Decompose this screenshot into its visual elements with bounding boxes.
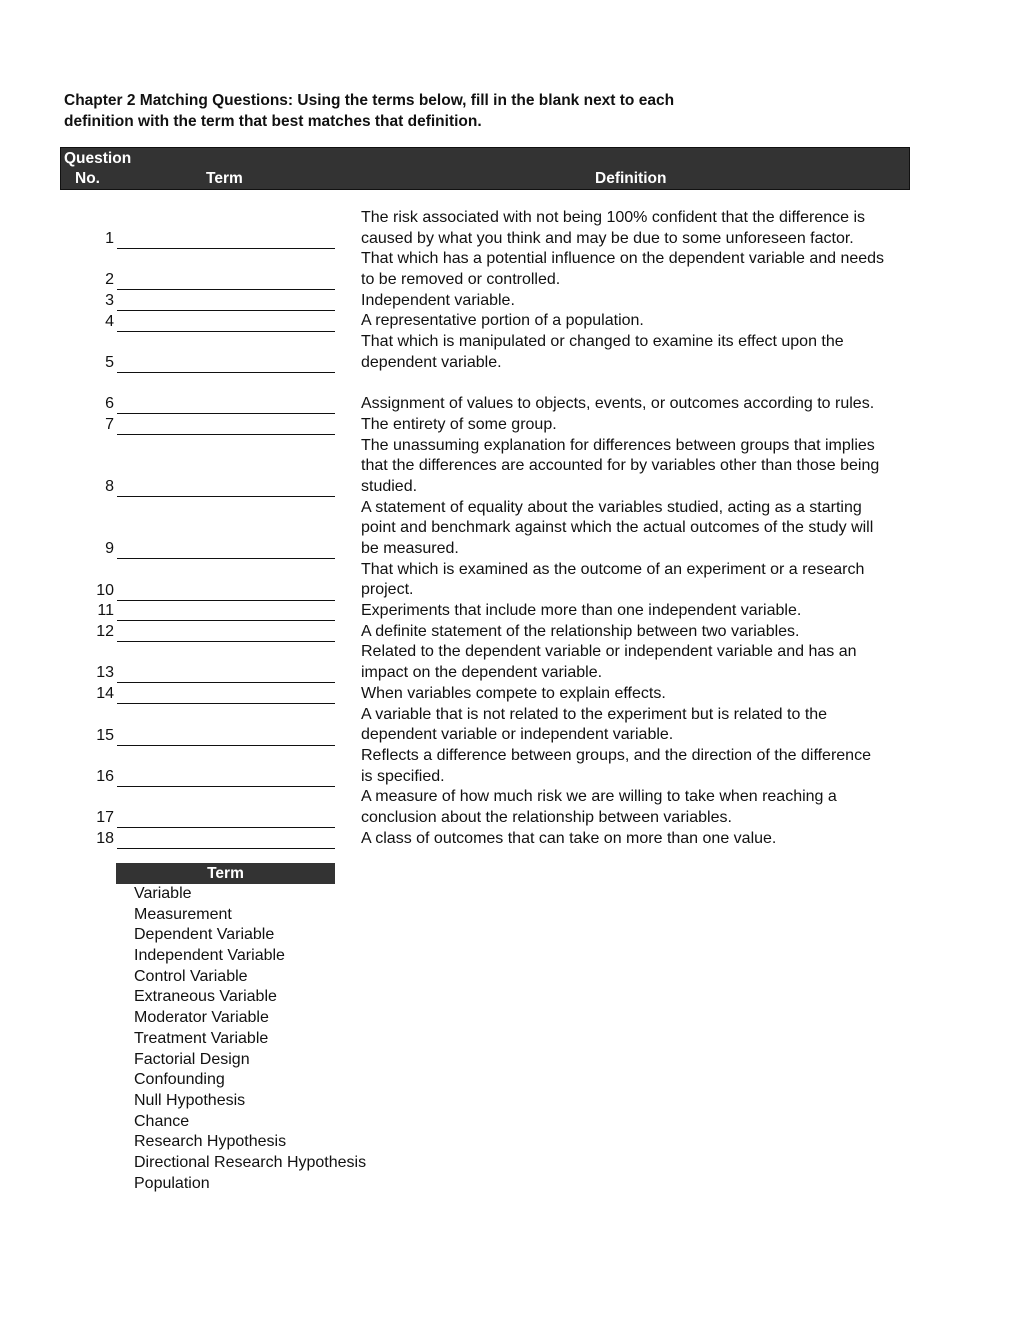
term-bank-item: Moderator Variable [134,1009,269,1027]
answer-blank[interactable] [117,848,335,849]
answer-blank[interactable] [117,703,335,704]
answer-blank[interactable] [117,620,335,621]
header-number-label: No. [75,170,100,187]
definition-item [361,208,911,249]
answer-blank[interactable] [117,786,335,787]
definition-line: When variables compete to explain effects. [361,684,666,702]
question-number: 14 [96,685,114,703]
definition-line: That which has a potential influence on the dependent variable and needs [361,250,885,268]
question-number: 6 [105,395,114,413]
definition-line: Independent variable. [361,291,515,309]
definition-item [361,311,911,332]
answer-blank[interactable] [117,331,335,332]
answer-blank[interactable] [117,289,335,290]
instructions-line-2: definition with the term that best matches that definition. [64,112,482,130]
definition-line: point and benchmark against which the actual outcomes of the study will [361,519,874,537]
question-number: 17 [96,809,114,827]
definition-line: that the differences are accounted for by variables other than those being [361,457,880,475]
definition-line: A variable that is not related to the experiment but is related to the [361,705,828,723]
answer-blank[interactable] [117,600,335,601]
question-number: 8 [105,478,114,496]
instructions-line-1: Chapter 2 Matching Questions: Using the terms below, fill in the blank next to each [64,92,675,109]
definition-item [361,746,911,787]
question-number: 2 [105,271,114,289]
definition-line: The unassuming explanation for differences between groups that implies [361,436,875,454]
answer-blank[interactable] [117,682,335,683]
definition-line: Related to the dependent variable or independent variable and has an [361,643,857,661]
term-bank-item: Dependent Variable [134,926,275,944]
definition-line: Reflects a difference between groups, and the direction of the difference [361,746,871,764]
answer-blank[interactable] [117,310,335,311]
answer-blank[interactable] [117,827,335,828]
question-number: 5 [105,353,114,371]
definition-line: be measured. [361,540,459,557]
question-number: 13 [96,664,114,682]
definition-line: That which is manipulated or changed to examine its effect upon the [361,333,844,351]
definition-line: dependent variable or independent variable. [361,726,674,744]
question-number: 9 [105,540,114,558]
definition-item [361,787,911,828]
question-number: 18 [96,830,114,847]
definition-item [361,436,911,498]
term-bank-item: Factorial Design [134,1050,250,1068]
definition-item [361,684,911,705]
definition-item [361,705,911,746]
answer-blank[interactable] [117,745,335,746]
term-bank-item: Null Hypothesis [134,1091,246,1109]
term-bank-item: Directional Research Hypothesis [134,1153,367,1171]
term-bank-item: Measurement [134,905,232,923]
answer-blank[interactable] [117,413,335,414]
question-number: 10 [96,581,114,599]
definition-line: to be removed or controlled. [361,271,561,289]
definition-item [361,498,911,560]
question-number: 11 [97,602,114,620]
definition-item [361,249,911,290]
definition-line: A representative portion of a population. [361,312,644,330]
term-bank-item: Population [134,1174,210,1192]
term-bank-item: Confounding [134,1071,225,1089]
header-term-label: Term [206,170,243,187]
answer-blank[interactable] [117,641,335,642]
term-bank-item: Variable [134,885,192,902]
answer-blank[interactable] [117,372,335,373]
question-number: 1 [105,229,114,247]
definition-item [361,291,911,312]
question-number: 4 [105,312,114,330]
definition-line: project. [361,581,414,599]
question-number: 16 [96,767,114,785]
header-definition-label: Definition [595,170,667,187]
definition-line: studied. [361,477,418,495]
question-number: 7 [105,416,114,433]
definition-line: conclusion about the relationship between variables. [361,808,732,826]
header-question-label: Question [64,150,132,167]
question-number: 12 [96,623,114,640]
definition-line: dependent variable. [361,353,502,371]
answer-blank[interactable] [117,558,335,559]
definition-item [361,332,911,373]
term-bank-item: Treatment Variable [134,1029,269,1047]
definition-line: caused by what you think and may be due to some unforeseen factor. [361,229,854,247]
term-bank-list [134,884,366,1194]
definition-line: A measure of how much risk we are willing to take when reaching a [361,788,837,806]
definition-line: A definite statement of the relationship between two variables. [361,622,800,640]
definition-spacer [361,374,911,395]
definition-line: Assignment of values to objects, events, or outcomes according to rules. [361,395,875,413]
term-bank-item: Independent Variable [134,947,285,965]
answer-blank[interactable] [117,434,335,435]
question-number: 15 [96,726,114,744]
term-bank-item: Chance [134,1112,190,1130]
term-bank-item: Control Variable [134,967,248,985]
definition-line: The entirety of some group. [361,415,557,433]
question-number: 3 [105,291,114,309]
definition-line: impact on the dependent variable. [361,664,603,682]
definition-item [361,829,911,850]
definition-line: Experiments that include more than one independent variable. [361,602,802,620]
definition-item [361,560,911,601]
definition-item [361,601,911,622]
instructions [64,91,784,132]
definition-item [361,622,911,643]
definition-item [361,394,911,415]
definition-line: is specified. [361,767,445,785]
term-bank-item: Extraneous Variable [134,988,277,1006]
definition-item [361,415,911,436]
definition-line: That which is examined as the outcome of an experiment or a research [361,560,865,578]
term-bank-header: Term [116,863,335,884]
definition-line: A statement of equality about the variables studied, acting as a starting [361,498,862,516]
definition-line: A class of outcomes that can take on more than one value. [361,829,777,847]
term-bank-item: Research Hypothesis [134,1133,287,1151]
definition-item [361,642,911,683]
definitions-column [361,208,911,849]
answer-blank[interactable] [117,496,335,497]
table-header [60,147,910,190]
definition-line: The risk associated with not being 100% confident that the difference is [361,209,866,226]
answer-blank[interactable] [117,248,335,249]
